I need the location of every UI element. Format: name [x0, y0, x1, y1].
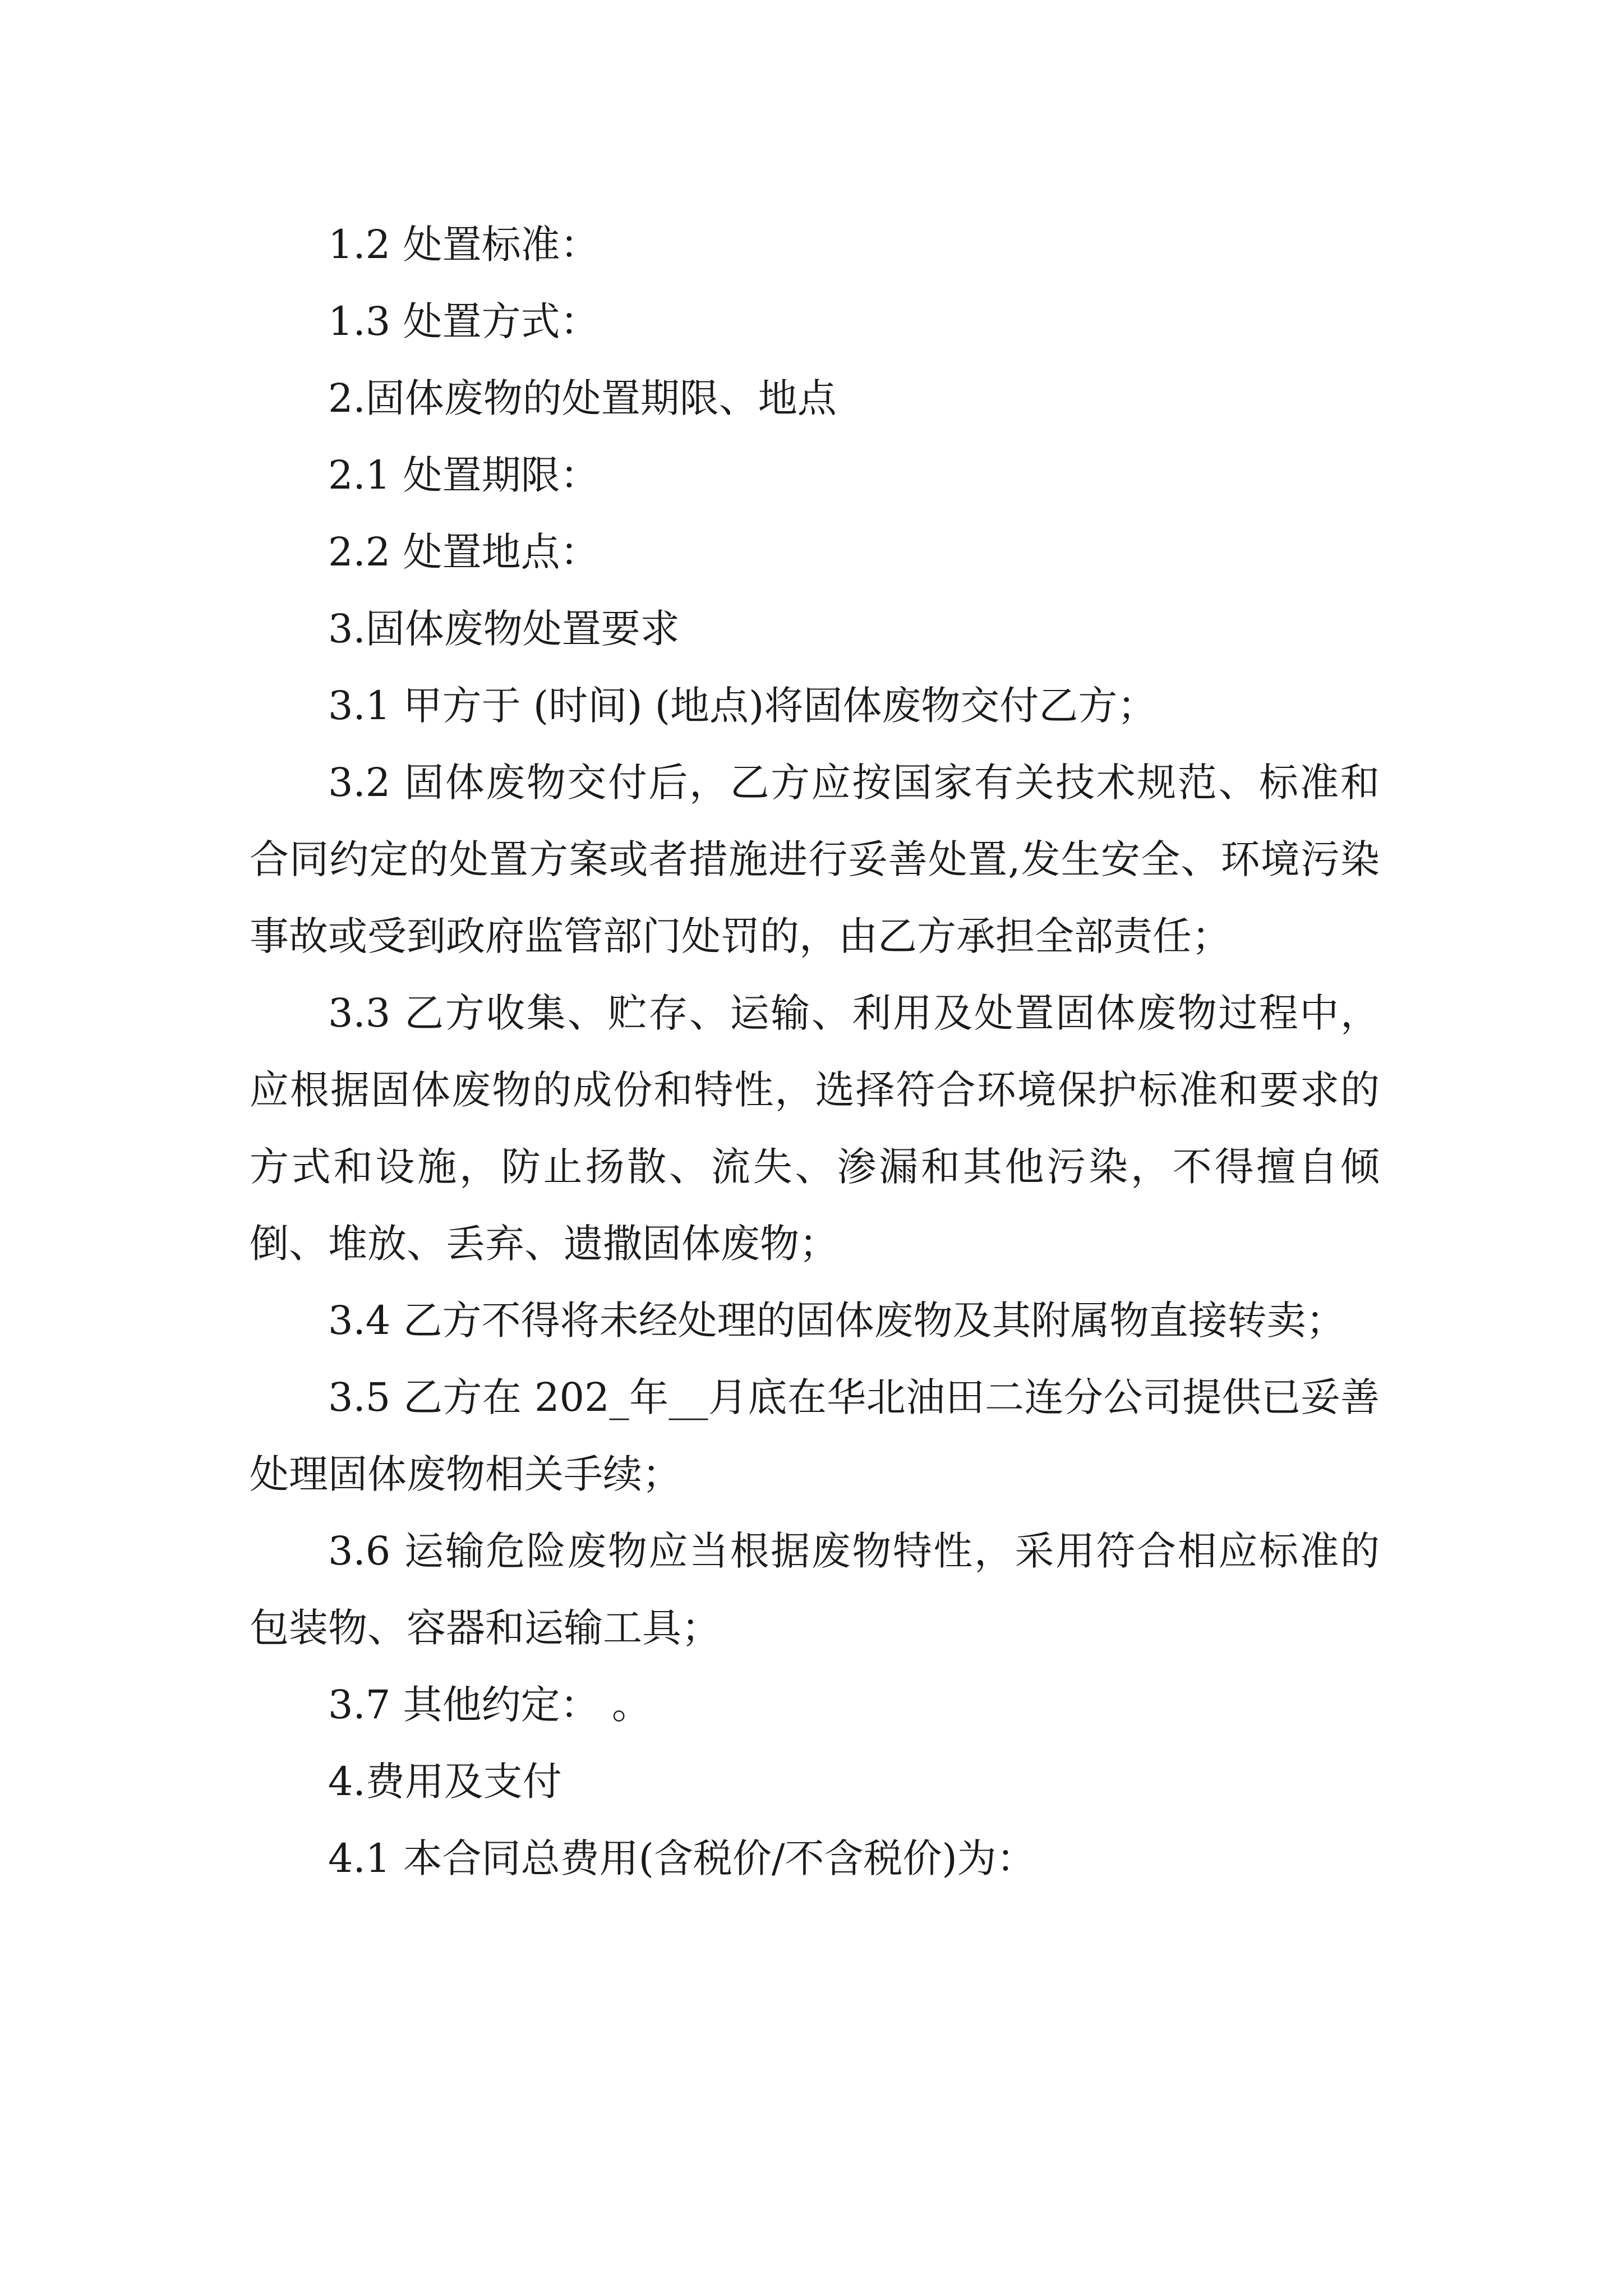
clause-3-7: 3.7 其他约定： 。: [328, 1682, 651, 1728]
clause-3-3: 3.3 乙方收集、贮存、运输、利用及处置固体废物过程中，应根据固体废物的成份和特性，选择符合环境保护标准和要求的方式和设施，防止扬散、流失、渗漏和其他污染，不得擅自倾倒、堆放、丢弃、遗撒固体废物；: [250, 990, 1380, 1267]
clause-1-2-disposal-standard: 1.2 处置标准：: [328, 222, 600, 268]
clause-4-heading: 4.费用及支付: [328, 1759, 562, 1805]
clause-2-2-disposal-location: 2.2 处置地点：: [328, 529, 600, 575]
clause-3-5: 3.5 乙方在 202_年__月底在华北油田二连分公司提供已妥善处理固体废物相关手续；: [250, 1374, 1380, 1497]
clause-3-4: 3.4 乙方不得将未经处理的固体废物及其附属物直接转卖；: [328, 1297, 1345, 1343]
clause-2-heading: 2.固体废物的处置期限、地点: [328, 375, 837, 421]
clause-3-1: 3.1 甲方于 (时间) (地点)将固体废物交付乙方；: [328, 683, 1157, 729]
clause-3-heading: 3.固体废物处置要求: [328, 606, 680, 652]
clause-3-6: 3.6 运输危险废物应当根据废物特性，采用符合相应标准的包装物、容器和运输工具；: [250, 1528, 1380, 1651]
clause-4-1: 4.1 本合同总费用(含税价/不含税价)为：: [328, 1835, 1036, 1881]
document-body: [250, 206, 1380, 1897]
clause-1-3-disposal-method: 1.3 处置方式：: [328, 298, 600, 344]
clause-2-1-disposal-period: 2.1 处置期限：: [328, 452, 600, 498]
clause-3-2: 3.2 固体废物交付后，乙方应按国家有关技术规范、标准和合同约定的处置方案或者措施进行妥善处置,发生安全、环境污染事故或受到政府监管部门处罚的，由乙方承担全部责任；: [250, 760, 1380, 959]
